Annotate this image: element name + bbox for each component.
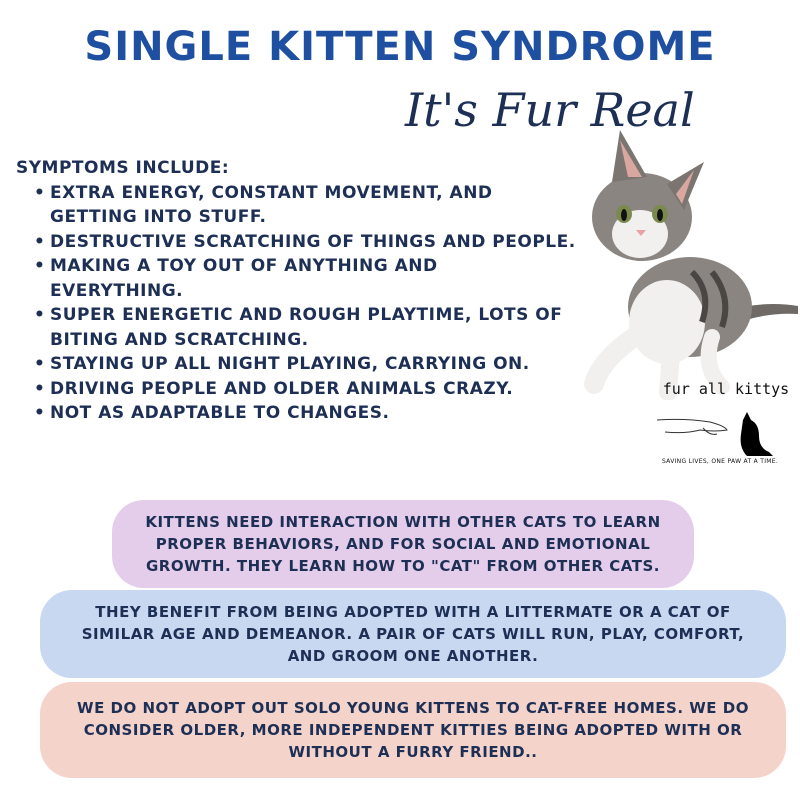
page-title: SINGLE KITTEN SYNDROME <box>84 24 716 70</box>
symptoms-section <box>16 156 576 426</box>
symptom-item: • STAYING UP ALL NIGHT PLAYING, CARRYING ON. <box>34 352 576 377</box>
info-panel-adoption-policy: WE DO NOT ADOPT OUT SOLO YOUNG KITTENS TO CAT-FREE HOMES. WE DO CONSIDER OLDER, MORE INDEPENDENT KITTIES BEING ADOPTED WITH OR WITHOUT A FURRY FRIEND.. <box>40 682 786 778</box>
info-panel-interaction: KITTENS NEED INTERACTION WITH OTHER CATS TO LEARN PROPER BEHAVIORS, AND FOR SOCIAL AND EMOTIONAL GROWTH. THEY LEARN HOW TO "CAT" FROM OTHER CATS. <box>112 500 694 588</box>
symptom-item: • DRIVING PEOPLE AND OLDER ANIMALS CRAZY. <box>34 377 576 402</box>
symptoms-heading: SYMPTOMS INCLUDE: <box>16 158 230 178</box>
symptoms-list <box>16 181 576 426</box>
brand-tagline: SAVING LIVES, ONE PAW AT A TIME. <box>661 458 779 465</box>
kitten-photo <box>572 122 800 400</box>
symptom-item: • EXTRA ENERGY, CONSTANT MOVEMENT, AND GETTING INTO STUFF. <box>34 181 576 230</box>
info-panel-littermate: THEY BENEFIT FROM BEING ADOPTED WITH A LITTERMATE OR A CAT OF SIMILAR AGE AND DEMEANOR. A PAIR OF CATS WILL RUN, PLAY, COMFORT, AND GROOM ONE ANOTHER. <box>40 590 786 678</box>
symptom-item: • MAKING A TOY OUT OF ANYTHING AND EVERYTHING. <box>34 254 576 303</box>
symptom-item: • NOT AS ADAPTABLE TO CHANGES. <box>34 401 576 426</box>
symptom-item: • DESTRUCTIVE SCRATCHING OF THINGS AND PEOPLE. <box>34 230 576 255</box>
symptom-item: • SUPER ENERGETIC AND ROUGH PLAYTIME, LOTS OF BITING AND SCRATCHING. <box>34 303 576 352</box>
brand-name: fur all kittys <box>662 380 790 398</box>
page-subtitle: It's Fur Real <box>405 83 695 137</box>
hand-and-cat-logo <box>655 400 775 460</box>
